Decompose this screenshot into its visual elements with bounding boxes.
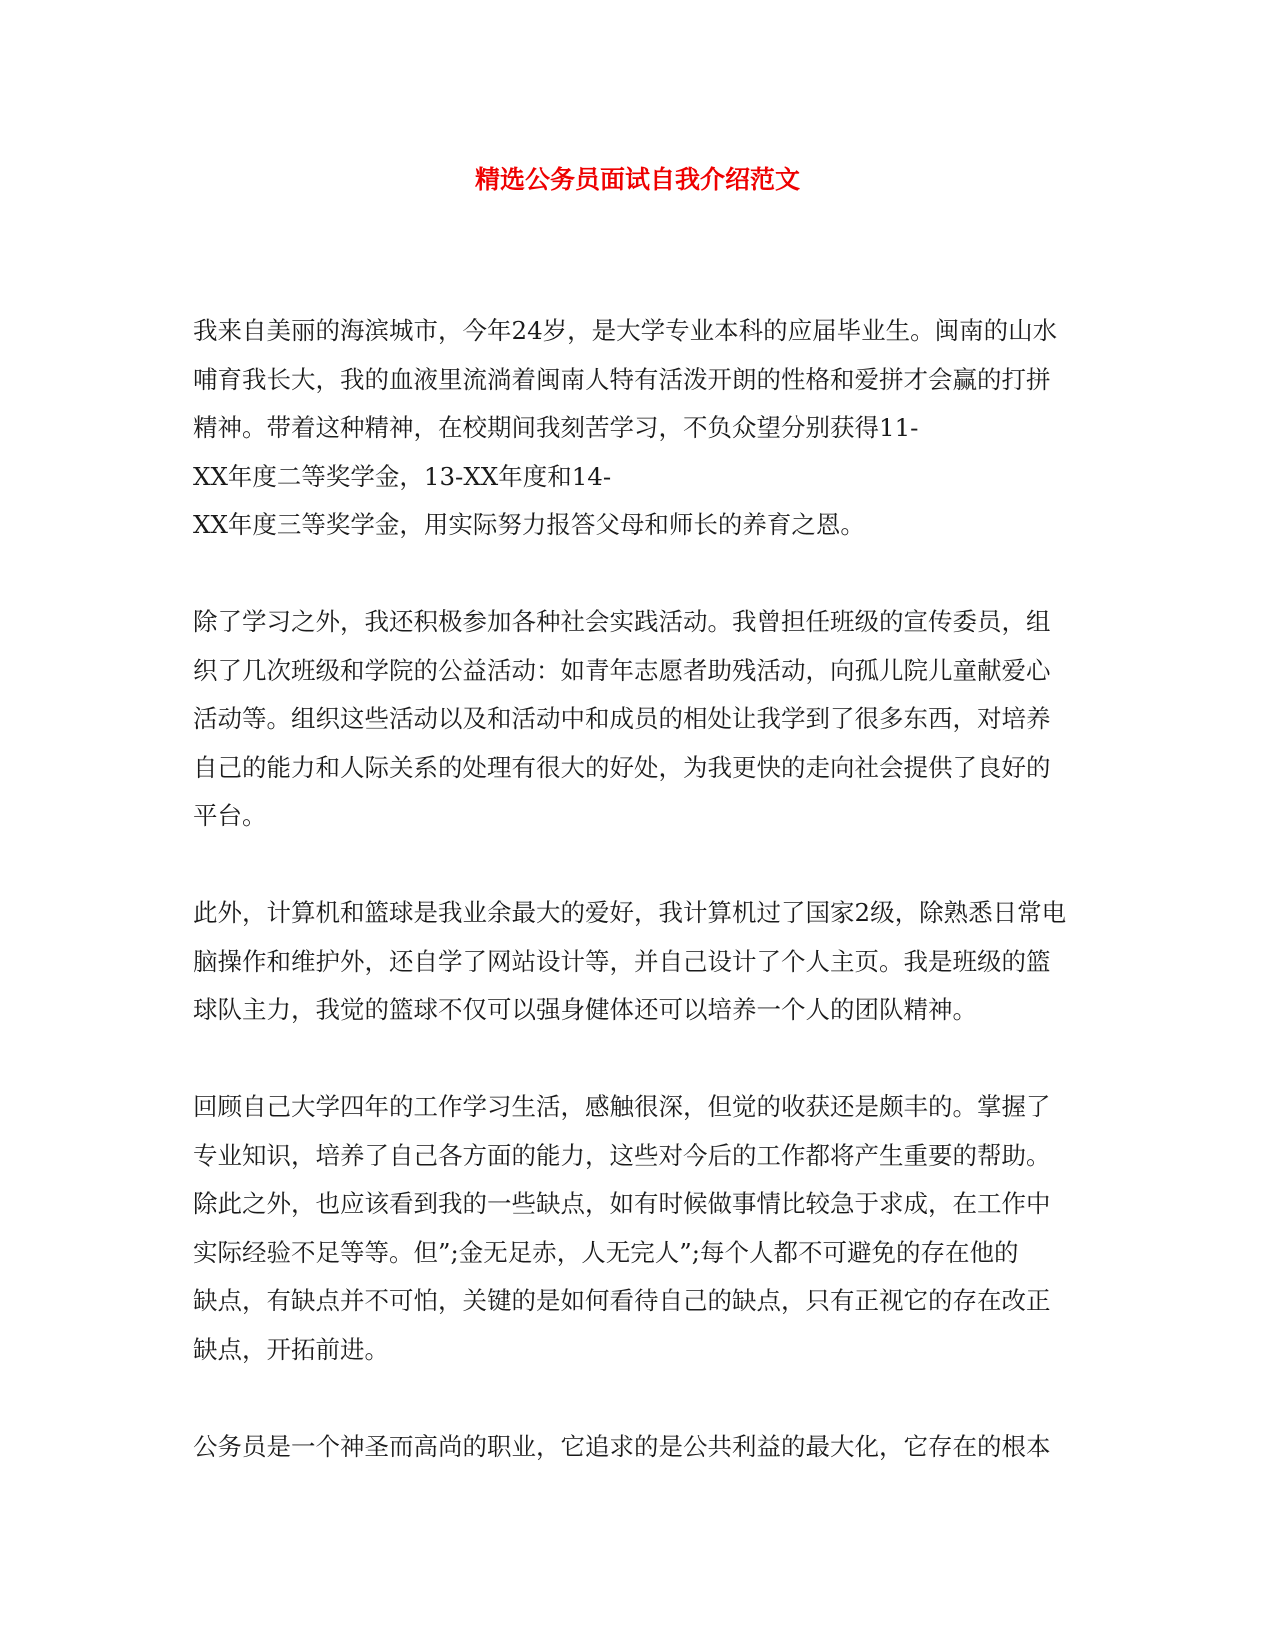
text-line: 活动等。组织这些活动以及和活动中和成员的相处让我学到了很多东西，对培养: [193, 704, 1051, 733]
text-line: 我来自美丽的海滨城市，今年24岁，是大学专业本科的应届毕业生。闽南的山水: [193, 316, 1058, 345]
text-line: 除了学习之外，我还积极参加各种社会实践活动。我曾担任班级的宣传委员，组: [193, 607, 1051, 636]
text-line: XX年度二等奖学金，13-XX年度和14-: [193, 461, 612, 491]
text-line: 缺点，开拓前进。: [193, 1334, 389, 1364]
text-line: 专业知识，培养了自己各方面的能力，这些对今后的工作都将产生重要的帮助。: [193, 1140, 1051, 1170]
text-line: 自己的能力和人际关系的处理有很大的好处，为我更快的走向社会提供了良好的: [193, 752, 1051, 782]
text-line: 平台。: [193, 801, 267, 830]
text-line: 哺育我长大，我的血液里流淌着闽南人特有活泼开朗的性格和爱拼才会赢的打拼: [193, 364, 1051, 394]
text-line: 实际经验不足等等。但”;金无足赤，人无完人”;每个人都不可避免的存在他的: [193, 1237, 1019, 1267]
text-line: 缺点，有缺点并不可怕，关键的是如何看待自己的缺点，只有正视它的存在改正: [193, 1286, 1051, 1315]
text-line: 脑操作和维护外，还自学了网站设计等，并自己设计了个人主页。我是班级的篮: [193, 946, 1051, 976]
document-body: [193, 307, 1082, 1520]
paragraph-5: [193, 1423, 1082, 1472]
text-line: 精神。带着这种精神，在校期间我刻苦学习，不负众望分别获得11-: [193, 413, 919, 442]
text-line: 球队主力，我觉的篮球不仅可以强身健体还可以培养一个人的团队精神。: [193, 995, 977, 1024]
text-line: 公务员是一个神圣而高尚的职业，它追求的是公共利益的最大化，它存在的根本: [193, 1431, 1051, 1461]
text-line: 此外，计算机和篮球是我业余最大的爱好，我计算机过了国家2级，除熟悉日常电: [193, 898, 1067, 927]
paragraph-3: [193, 889, 1082, 1035]
text-line: 除此之外，也应该看到我的一些缺点，如有时候做事情比较急于求成，在工作中: [193, 1189, 1051, 1218]
text-line: 回顾自己大学四年的工作学习生活，感触很深，但觉的收获还是颇丰的。掌握了: [193, 1092, 1051, 1121]
document-title: 精选公务员面试自我介绍范文: [474, 165, 800, 194]
paragraph-2: [193, 598, 1082, 841]
paragraph-4: [193, 1083, 1082, 1374]
text-line: XX年度三等奖学金，用实际努力报答父母和师长的养育之恩。: [193, 510, 865, 539]
text-line: 织了几次班级和学院的公益活动：如青年志愿者助残活动，向孤儿院儿童献爱心: [193, 655, 1051, 685]
paragraph-1: [193, 307, 1082, 550]
